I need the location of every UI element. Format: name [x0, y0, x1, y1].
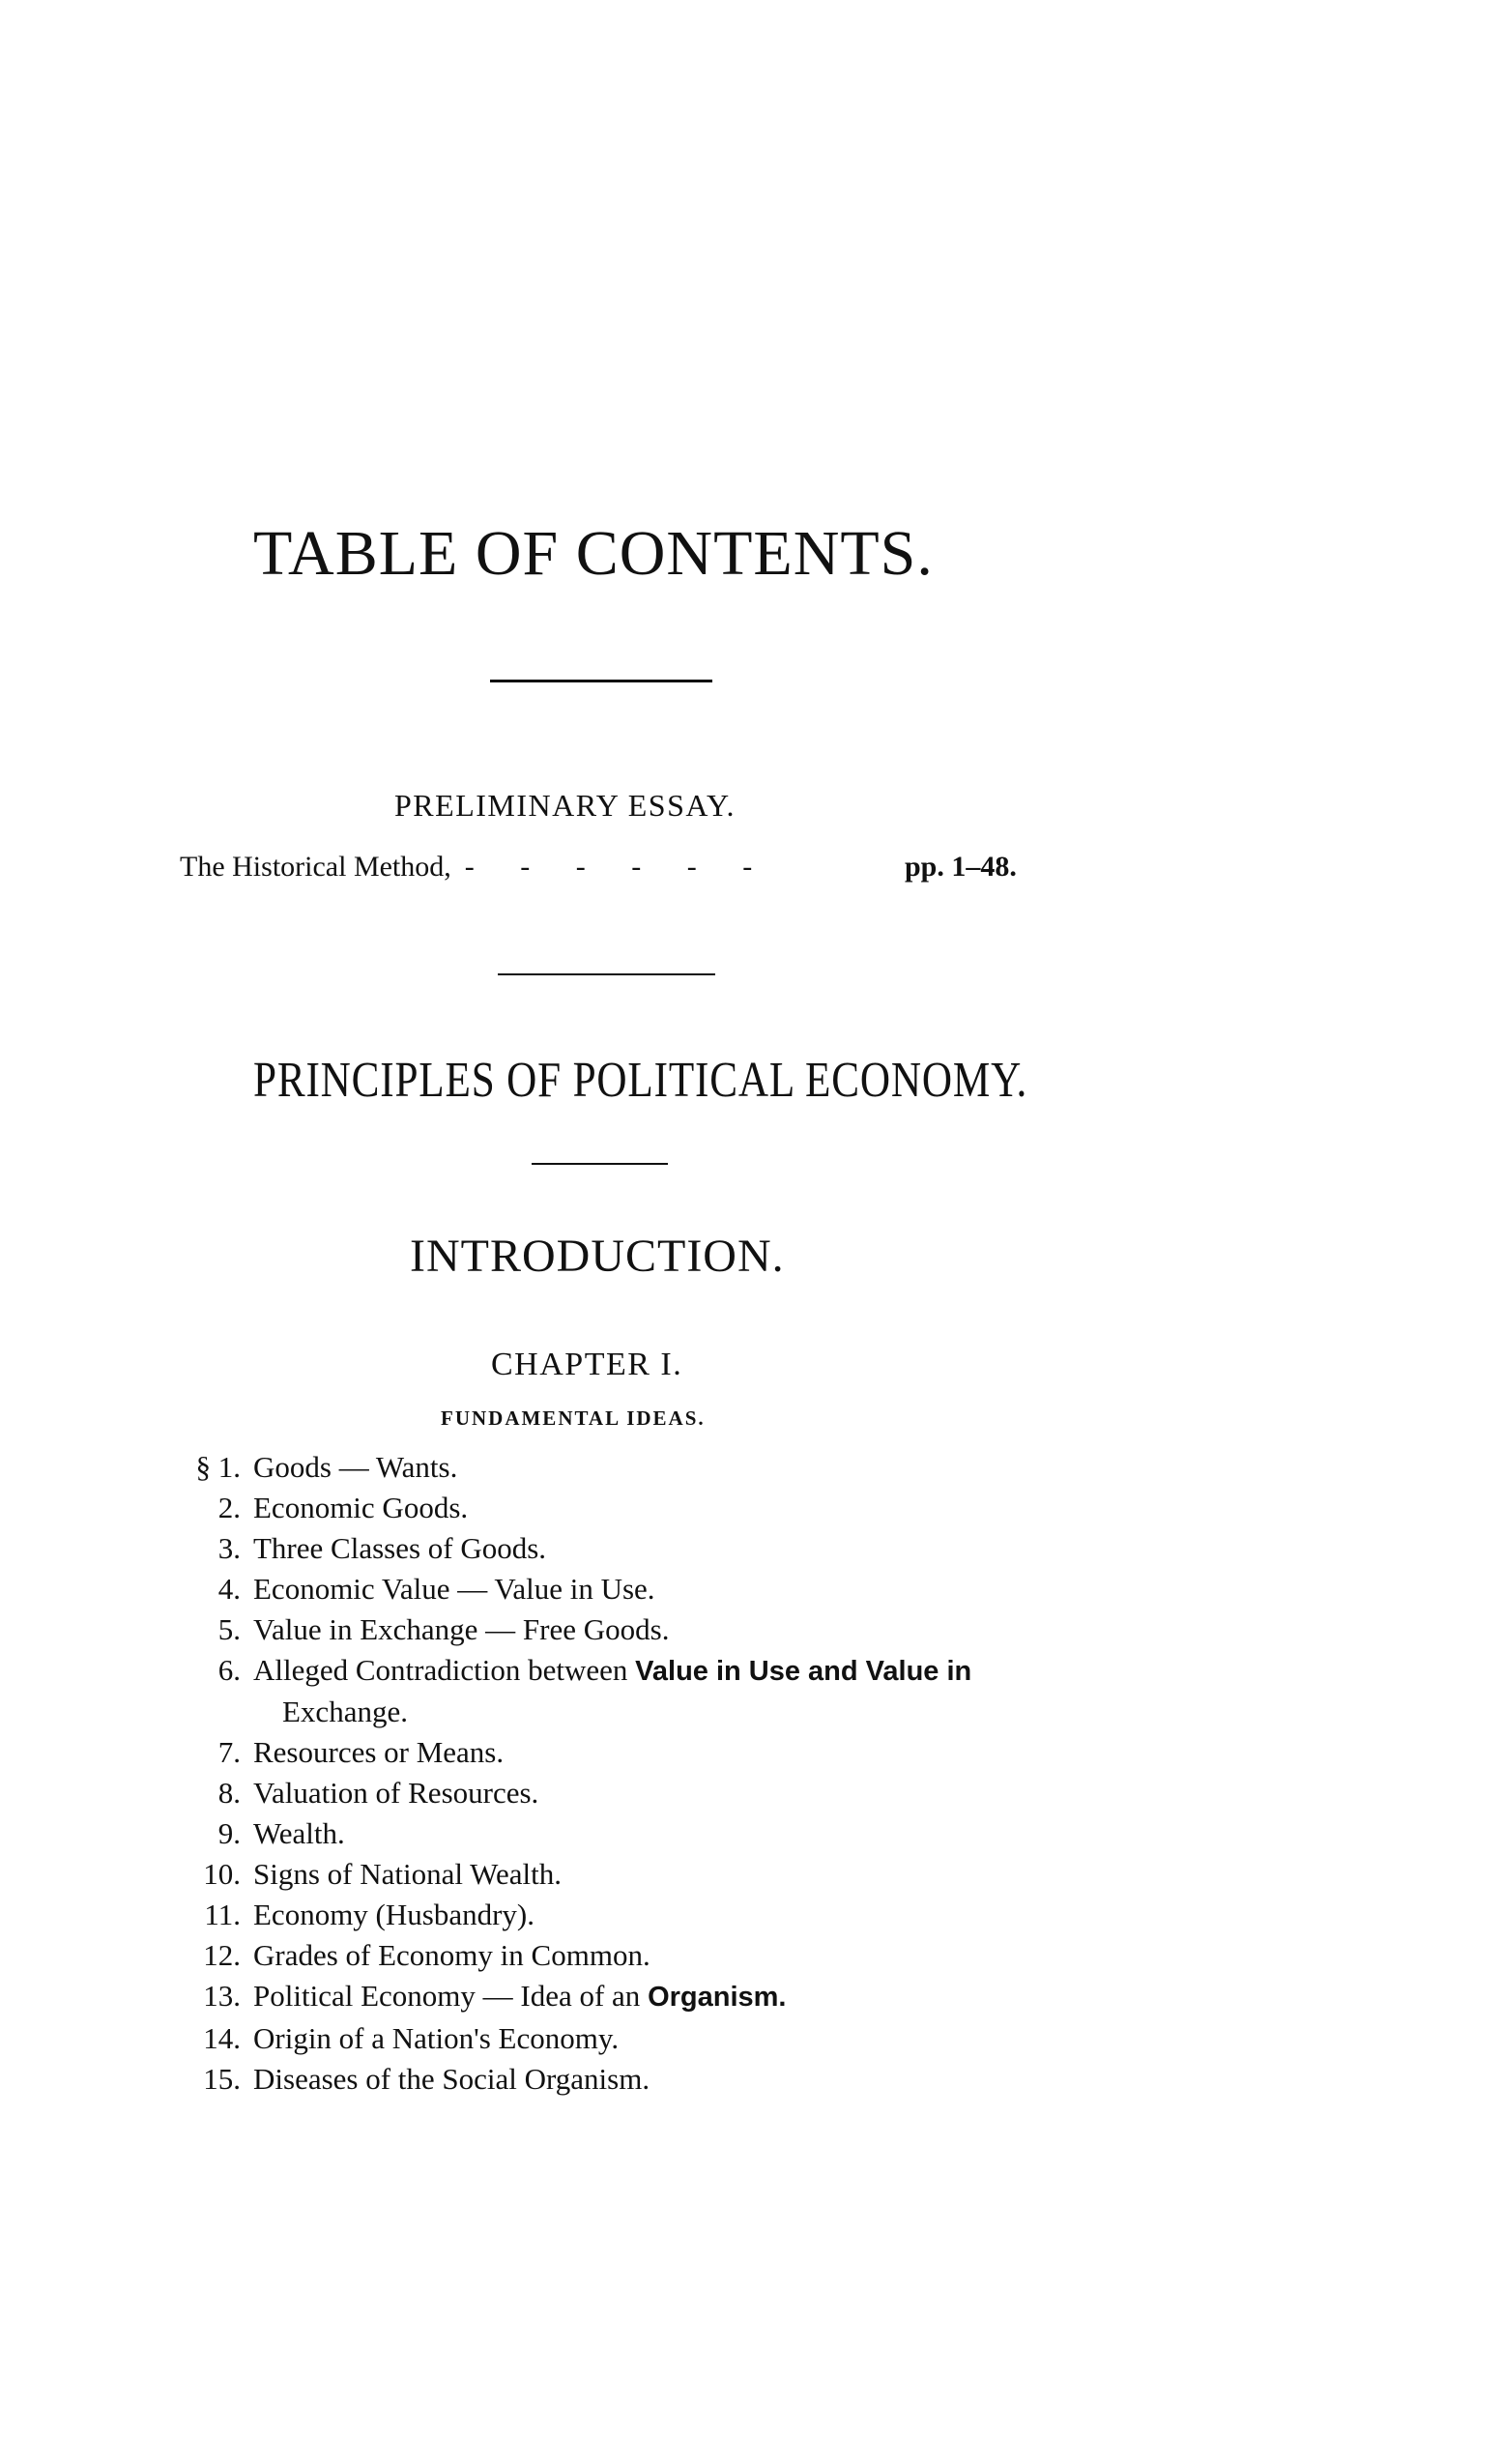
section-text: Goods — Wants.	[253, 1450, 458, 1484]
list-item	[145, 2018, 971, 2059]
section-number: 11.	[204, 1897, 241, 1931]
number-spacer	[145, 1692, 253, 1732]
list-item	[145, 1935, 971, 1976]
section-text: Political Economy — Idea of an	[253, 1978, 641, 2013]
section-number: 14.	[203, 2020, 241, 2055]
section-number: 10.	[203, 1857, 241, 1892]
section-title	[253, 1935, 650, 1976]
preliminary-entry	[180, 851, 771, 884]
section-number: 6.	[217, 1652, 241, 1687]
section-title	[253, 1609, 669, 1650]
list-item	[145, 1447, 971, 1488]
section-text: Economic Value — Value in Use.	[253, 1571, 655, 1606]
section-text: Economic Goods.	[253, 1490, 469, 1524]
divider-rule	[532, 1163, 668, 1165]
list-item	[145, 1528, 971, 1569]
section-title	[253, 1732, 504, 1773]
section-title	[253, 1813, 345, 1854]
list-item	[145, 1609, 971, 1650]
list-item	[145, 1813, 971, 1854]
section-text: Valuation of Resources.	[253, 1776, 539, 1811]
section-text: Grades of Economy in Common.	[253, 1937, 650, 1972]
list-item	[145, 1773, 971, 1813]
section-number: 12.	[203, 1937, 241, 1972]
page-title: TABLE OF CONTENTS.	[253, 518, 934, 589]
section-number: 13.	[203, 1978, 241, 2013]
section-text-bold: Organism.	[648, 1981, 787, 2013]
introduction-heading: INTRODUCTION.	[410, 1231, 785, 1282]
section-text: Economy (Husbandry).	[253, 1897, 534, 1931]
section-number: 4.	[217, 1571, 241, 1606]
section-number: 15.	[203, 2061, 241, 2096]
section-number: § 1.	[195, 1450, 241, 1484]
section-number: 2.	[217, 1490, 241, 1524]
list-item	[145, 1895, 971, 1935]
entry-title: The Historical Method,	[180, 851, 451, 883]
part-title: PRINCIPLES OF POLITICAL ECONOMY.	[253, 1053, 1028, 1108]
section-title	[253, 1488, 468, 1528]
list-item	[145, 1488, 971, 1528]
section-text: Value in Exchange — Free Goods.	[253, 1611, 670, 1646]
section-title	[253, 2018, 619, 2059]
section-text: Origin of a Nation's Economy.	[253, 2020, 620, 2055]
section-text: Signs of National Wealth.	[253, 1857, 562, 1892]
section-text: Three Classes of Goods.	[253, 1530, 547, 1565]
section-title	[253, 1976, 787, 2018]
section-number: 7.	[217, 1735, 241, 1770]
section-text: Resources or Means.	[253, 1735, 505, 1770]
section-title	[253, 1895, 534, 1935]
section-number: 5.	[217, 1611, 241, 1646]
list-item	[145, 1976, 971, 2018]
divider-rule	[490, 680, 712, 682]
section-number: 8.	[217, 1776, 241, 1811]
list-item	[145, 1854, 971, 1895]
divider-rule	[498, 973, 715, 975]
section-text: Wealth.	[253, 1816, 345, 1851]
list-item	[145, 1650, 971, 1693]
list-item	[145, 1569, 971, 1609]
preliminary-heading: PRELIMINARY ESSAY.	[394, 788, 737, 823]
contents-list	[145, 1447, 971, 2100]
section-title	[253, 1569, 655, 1609]
section-title	[253, 1773, 538, 1813]
section-title	[253, 2059, 650, 2100]
section-title	[253, 1447, 457, 1488]
list-item-continuation	[145, 1692, 971, 1732]
dot-leaders: - - - - - -	[464, 851, 772, 883]
chapter-heading: CHAPTER I.	[491, 1347, 683, 1382]
section-title-continuation: Exchange.	[282, 1695, 408, 1729]
page-range: pp. 1–48.	[905, 851, 1017, 883]
section-number: 9.	[217, 1816, 241, 1851]
section-title	[253, 1854, 562, 1895]
section-text: Alleged Contradiction between	[253, 1652, 628, 1687]
section-text: Diseases of the Social Organism.	[253, 2061, 650, 2096]
section-text-bold: Value in Use and Value in	[635, 1655, 972, 1687]
list-item	[145, 2059, 971, 2100]
section-title	[253, 1650, 971, 1693]
section-title	[253, 1528, 546, 1569]
section-number: 3.	[217, 1530, 241, 1565]
list-item	[145, 1732, 971, 1773]
chapter-subtitle: FUNDAMENTAL IDEAS.	[441, 1406, 706, 1430]
